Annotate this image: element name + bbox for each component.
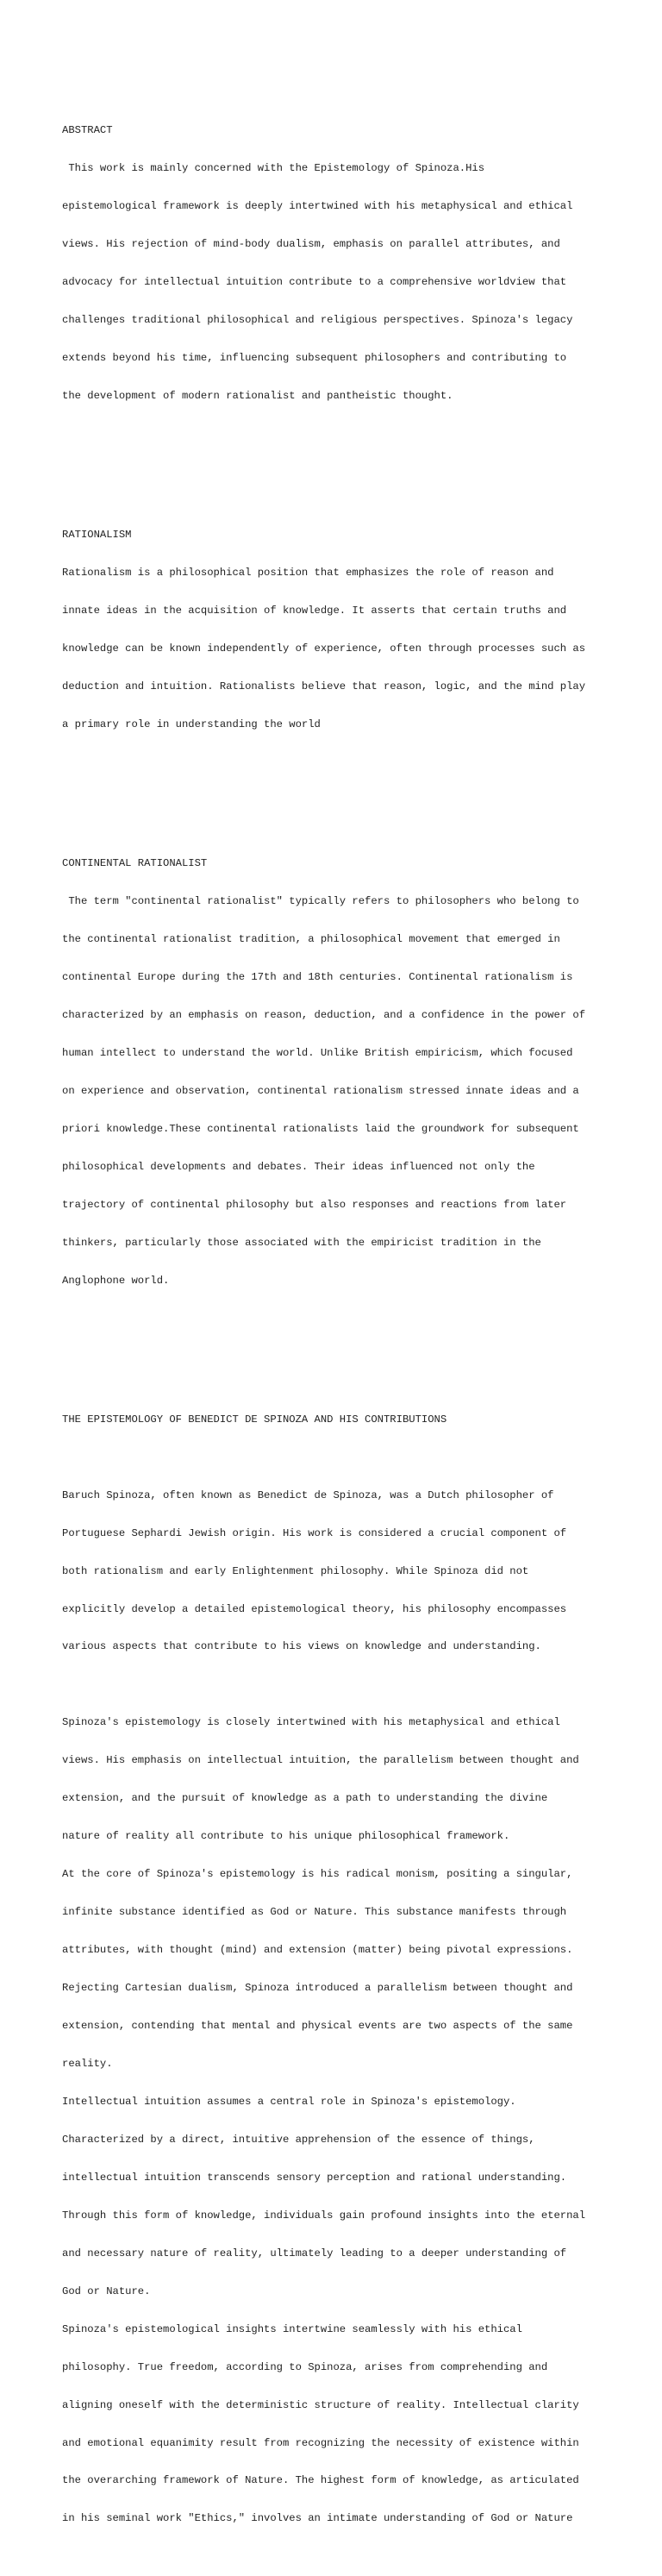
text-line: both rationalism and early Enlightenment philosophy. While Spinoza did not [62, 1564, 529, 1577]
text-line: Spinoza's epistemology is closely intertwined with his metaphysical and ethical [62, 1716, 560, 1729]
blank-line [62, 1451, 631, 1464]
text-line: explicitly develop a detailed epistemological theory, his philosophy encompasses [62, 1602, 567, 1615]
text-line: extension, contending that mental and physical events are two aspects of the same [62, 2020, 573, 2033]
text-line: thinkers, particularly those associated with the empiricist tradition in the [62, 1236, 541, 1249]
text-line: human intellect to understand the world. Unlike British empiricism, which focused [62, 1046, 573, 1059]
section-heading: ABSTRACT [62, 124, 113, 137]
text-line: This work is mainly concerned with the Epistemology of Spinoza.His [62, 162, 485, 175]
text-line: aligning oneself with the deterministic structure of reality. Intellectual clarity [62, 2398, 579, 2411]
blank-line [62, 1678, 631, 1691]
text-line: epistemological framework is deeply intertwined with his metaphysical and ethical [62, 200, 573, 213]
text-line: Rejecting Cartesian dualism, Spinoza introduced a parallelism between thought and [62, 1982, 573, 1995]
text-line: reality. [62, 2057, 113, 2070]
text-line: in his seminal work "Ethics," involves an intimate understanding of God or Nature [62, 2512, 573, 2525]
text-line: infinite substance identified as God or Nature. This substance manifests through [62, 1906, 567, 1919]
text-line: knowledge can be known independently of experience, often through processes such as [62, 642, 586, 655]
text-line: challenges traditional philosophical and religious perspectives. Spinoza's legacy [62, 314, 573, 327]
text-line: views. His emphasis on intellectual intuition, the parallelism between thought and [62, 1754, 579, 1767]
text-line: the overarching framework of Nature. The highest form of knowledge, as articulated [62, 2474, 579, 2487]
section-abstract [62, 99, 631, 428]
section-heading: RATIONALISM [62, 529, 132, 542]
text-line: God or Nature. [62, 2285, 151, 2297]
text-line: philosophy. True freedom, according to Spinoza, arises from comprehending and [62, 2360, 548, 2373]
blank-line [62, 453, 631, 466]
text-line: Spinoza's epistemological insights intertwine seamlessly with his ethical [62, 2322, 522, 2335]
text-line: Baruch Spinoza, often known as Benedict de Spinoza, was a Dutch philosopher of [62, 1489, 554, 1501]
text-line: trajectory of continental philosophy but also responses and reactions from later [62, 1198, 567, 1211]
section-epistemology-of-spinoza [62, 1388, 631, 2550]
blank-line [62, 1338, 631, 1351]
text-line: priori knowledge.These continental rationalists laid the groundwork for subsequent [62, 1122, 579, 1135]
text-line: innate ideas in the acquisition of knowledge. It asserts that certain truths and [62, 605, 567, 617]
text-line: continental Europe during the 17th and 18th centuries. Continental rationalism is [62, 970, 573, 983]
text-line: a primary role in understanding the world [62, 718, 321, 730]
text-line: deduction and intuition. Rationalists believe that reason, logic, and the mind play [62, 680, 586, 693]
text-line: philosophical developments and debates. Their ideas influenced not only the [62, 1160, 535, 1173]
text-line: Rationalism is a philosophical position that emphasizes the role of reason and [62, 567, 554, 580]
text-line: At the core of Spinoza's epistemology is his radical monism, positing a singular, [62, 1868, 573, 1881]
text-line: intellectual intuition transcends sensory perception and rational understanding. [62, 2171, 567, 2184]
text-line: Anglophone world. [62, 1274, 170, 1287]
text-line: advocacy for intellectual intuition contribute to a comprehensive worldview that [62, 276, 567, 289]
text-line: views. His rejection of mind-body dualism, emphasis on parallel attributes, and [62, 238, 560, 251]
blank-line [62, 781, 631, 794]
text-line: nature of reality all contribute to his unique philosophical framework. [62, 1830, 510, 1843]
text-line: the development of modern rationalist and pantheistic thought. [62, 389, 453, 402]
section-rationalism [62, 504, 631, 756]
text-line: The term "continental rationalist" typically refers to philosophers who belong to [62, 895, 579, 908]
section-heading: CONTINENTAL RATIONALIST [62, 857, 208, 870]
text-line: and necessary nature of reality, ultimately leading to a deeper understanding of [62, 2247, 567, 2259]
text-line: Portuguese Sephardi Jewish origin. His work is considered a crucial component of [62, 1526, 567, 1539]
text-line: Through this form of knowledge, individuals gain profound insights into the eternal [62, 2209, 586, 2222]
document-page [62, 61, 631, 2576]
text-line: on experience and observation, continental rationalism stressed innate ideas and a [62, 1084, 579, 1097]
text-line: extension, and the pursuit of knowledge as a path to understanding the divine [62, 1792, 548, 1805]
text-line: characterized by an emphasis on reason, deduction, and a confidence in the power of [62, 1008, 586, 1021]
section-heading: THE EPISTEMOLOGY OF BENEDICT DE SPINOZA AND HIS CONTRIBUTIONS [62, 1413, 447, 1426]
text-line: Characterized by a direct, intuitive apprehension of the essence of things, [62, 2133, 535, 2146]
section-continental-rationalist [62, 832, 631, 1313]
text-line: Intellectual intuition assumes a central role in Spinoza's epistemology. [62, 2095, 516, 2108]
text-line: and emotional equanimity result from recognizing the necessity of existence within [62, 2436, 579, 2449]
text-line: various aspects that contribute to his views on knowledge and understanding. [62, 1640, 541, 1653]
text-line: the continental rationalist tradition, a philosophical movement that emerged in [62, 933, 560, 945]
text-line: extends beyond his time, influencing subsequent philosophers and contributing to [62, 352, 567, 364]
text-line: attributes, with thought (mind) and extension (matter) being pivotal expressions. [62, 1944, 573, 1957]
